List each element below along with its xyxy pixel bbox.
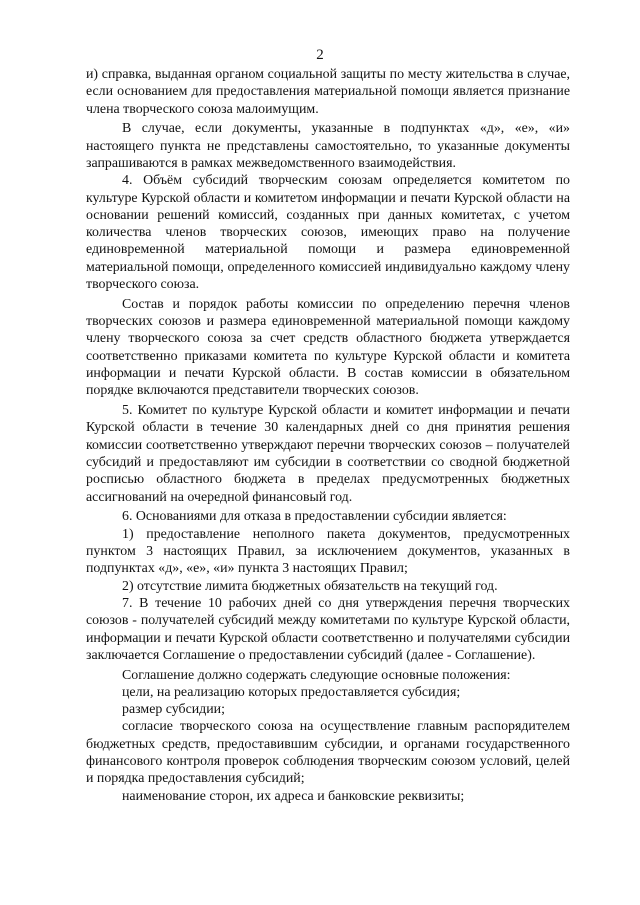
paragraph: 2) отсутствие лимита бюджетных обязательств на текущий год. <box>122 578 498 594</box>
paragraph: В случае, если документы, указанные в подпунктах «д», «е», «и» настоящего пункта не представлены самостоятельно, то указанные документы запрашиваются в рамках межведомственного взаимодействия. <box>86 121 570 171</box>
paragraph: Соглашение должно содержать следующие основные положения: <box>122 667 511 683</box>
paragraph: Состав и порядок работы комиссии по определению перечня членов творческих союзов и размера единовременной материальной помощи каждому члену творческого союза за счет средств областного бюджета утверждается соответственно приказами комитета по культуре Курской области и комитета информации и печати Курской области. В состав комиссии в обязательном порядке включаются представители творческих союзов. <box>86 296 570 399</box>
paragraph: размер субсидии; <box>122 702 225 718</box>
paragraph: 7. В течение 10 рабочих дней со дня утверждения перечня творческих союзов - получателей субсидий между комитетами по культуре Курской области, информации и печати Курской области соответственно и получателями субсидии заключается Соглашение о предоставлении субсидий (далее - Соглашение). <box>86 595 570 663</box>
paragraph: 1) предоставление неполного пакета документов, предусмотренных пунктом 3 настоящих Правил, за исключением документов, указанных в подпунктах «д», «е», «и» пункта 3 настоящих Правил; <box>86 526 570 577</box>
paragraph: 6. Основаниями для отказа в предоставлении субсидии является: <box>122 509 507 525</box>
paragraph: 5. Комитет по культуре Курской области и комитет информации и печати Курской области в течение 30 календарных дней со дня принятия решения комиссии соответственно утверждают перечни творческих союзов – получателей субсидий и предоставляют им субсидии в соответствии со сводной бюджетной росписью областного бюджета в пределах предусмотренных бюджетных ассигнований на очередной финансовый год. <box>86 403 570 505</box>
paragraph: 4. Объём субсидий творческим союзам определяется комитетом по культуре Курской области и комитетом информации и печати Курской области на основании решений комиссий, созданных при данных комитетах, с учетом количества членов творческих союзов, имеющих право на получение единовременной материальной помощи и размера единовременной материальной помощи, определенного комиссией индивидуально каждому члену творческого союза. <box>86 173 570 293</box>
document-body <box>86 66 570 805</box>
paragraph: и) справка, выданная органом социальной защиты по месту жительства в случае, если основанием для предоставления материальной помощи является признание члена творческого союза малоимущим. <box>86 67 570 117</box>
paragraph: наименование сторон, их адреса и банковские реквизиты; <box>122 788 465 804</box>
page-number: 2 <box>316 47 324 63</box>
paragraph: цели, на реализацию которых предоставляется субсидия; <box>122 684 461 700</box>
paragraph: согласие творческого союза на осуществление главным распорядителем бюджетных средств, предоставившим субсидии, и органами государственного финансового контроля проверок соблюдения творческим союзом условий, целей и порядка предоставления субсидий; <box>86 719 570 787</box>
